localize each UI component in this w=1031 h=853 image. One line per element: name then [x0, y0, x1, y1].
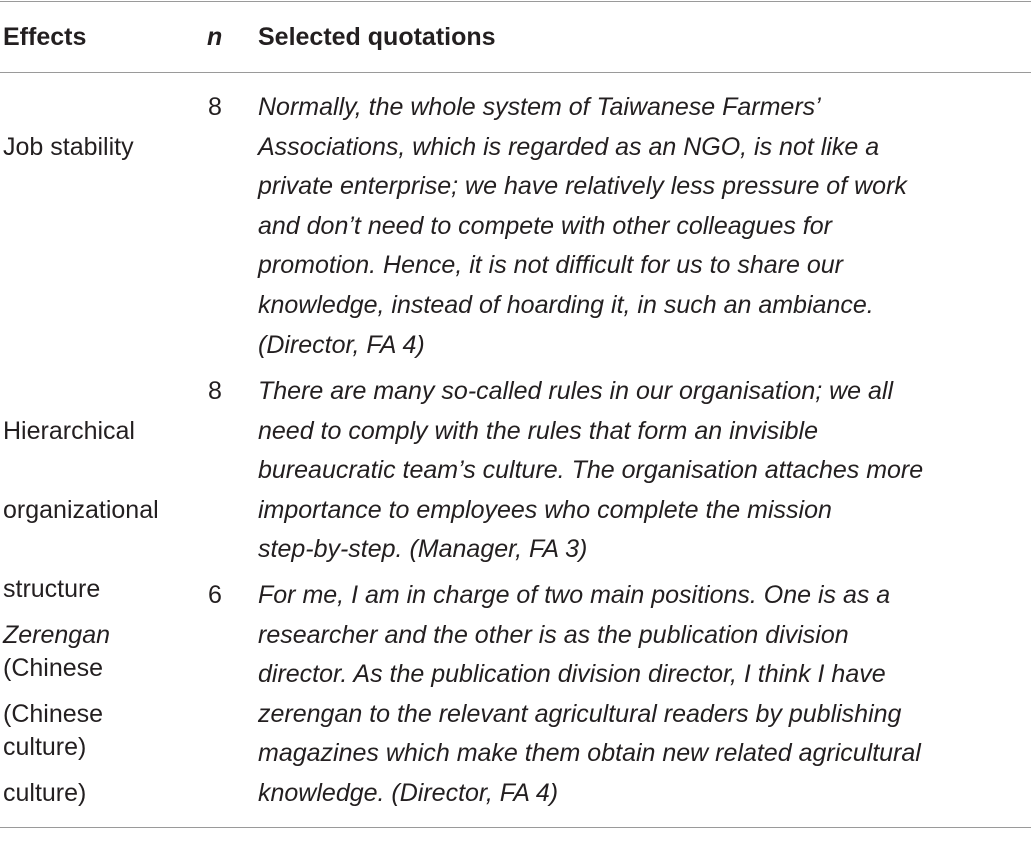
quote-line: knowledge, instead of hoarding it, in such an ambiance.	[258, 290, 874, 319]
effect-cell	[3, 88, 188, 207]
table-bottom-rule	[0, 827, 1031, 828]
effect-line: organizational	[3, 495, 159, 524]
effect-line: (Chinese	[3, 699, 104, 728]
effect-line: Hierarchical	[3, 416, 135, 445]
table-header	[0, 0, 1031, 72]
quote-line: Associations, which is regarded as an NGO, is not like a	[258, 132, 880, 161]
effect-cell	[3, 576, 188, 853]
quote-line: Normally, the whole system of Taiwanese Farmers’	[258, 93, 821, 121]
quote-line: For me, I am in charge of two main positions. One is as a	[258, 581, 891, 609]
quote-cell	[258, 576, 1028, 814]
effect-line: culture)	[3, 733, 87, 762]
quote-line: promotion. Hence, it is not difficult for us to share our	[258, 251, 843, 280]
quote-line: director. As the publication division director, I think I have	[258, 660, 886, 689]
quote-line: step-by-step. (Manager, FA 3)	[258, 535, 588, 564]
effect-line: Zerengan	[3, 620, 111, 649]
n-cell: 8	[208, 93, 222, 121]
quote-line: need to comply with the rules that form an invisible	[258, 416, 818, 445]
effect-line: structure	[3, 574, 101, 603]
quote-cell	[258, 88, 1028, 365]
effect-line: culture)	[3, 778, 87, 807]
quote-cell	[258, 372, 1028, 570]
quote-line: zerengan to the relevant agricultural readers by publishing	[258, 699, 902, 728]
quote-line: bureaucratic team’s culture. The organisation attaches more	[258, 456, 924, 485]
effect-line: Job stability	[3, 132, 134, 161]
n-cell: 6	[208, 581, 222, 609]
header-n: n	[207, 23, 223, 51]
quote-line: knowledge. (Director, FA 4)	[258, 778, 559, 807]
quote-line: importance to employees who complete the mission	[258, 495, 832, 524]
header-effects: Effects	[3, 23, 87, 51]
effect-line: (Chinese	[3, 654, 104, 683]
quote-line: and don’t need to compete with other colleagues for	[258, 211, 832, 240]
quote-line: There are many so-called rules in our organisation; we all	[258, 377, 894, 405]
n-cell: 8	[208, 377, 222, 405]
quote-line: (Director, FA 4)	[258, 330, 425, 359]
quote-line: magazines which make them obtain new related agricultural	[258, 739, 921, 768]
table-header-rule	[0, 72, 1031, 73]
quote-line: private enterprise; we have relatively less pressure of work	[258, 172, 907, 201]
header-selected-quotations: Selected quotations	[258, 23, 496, 51]
quote-line: researcher and the other is as the publication division	[258, 620, 849, 649]
